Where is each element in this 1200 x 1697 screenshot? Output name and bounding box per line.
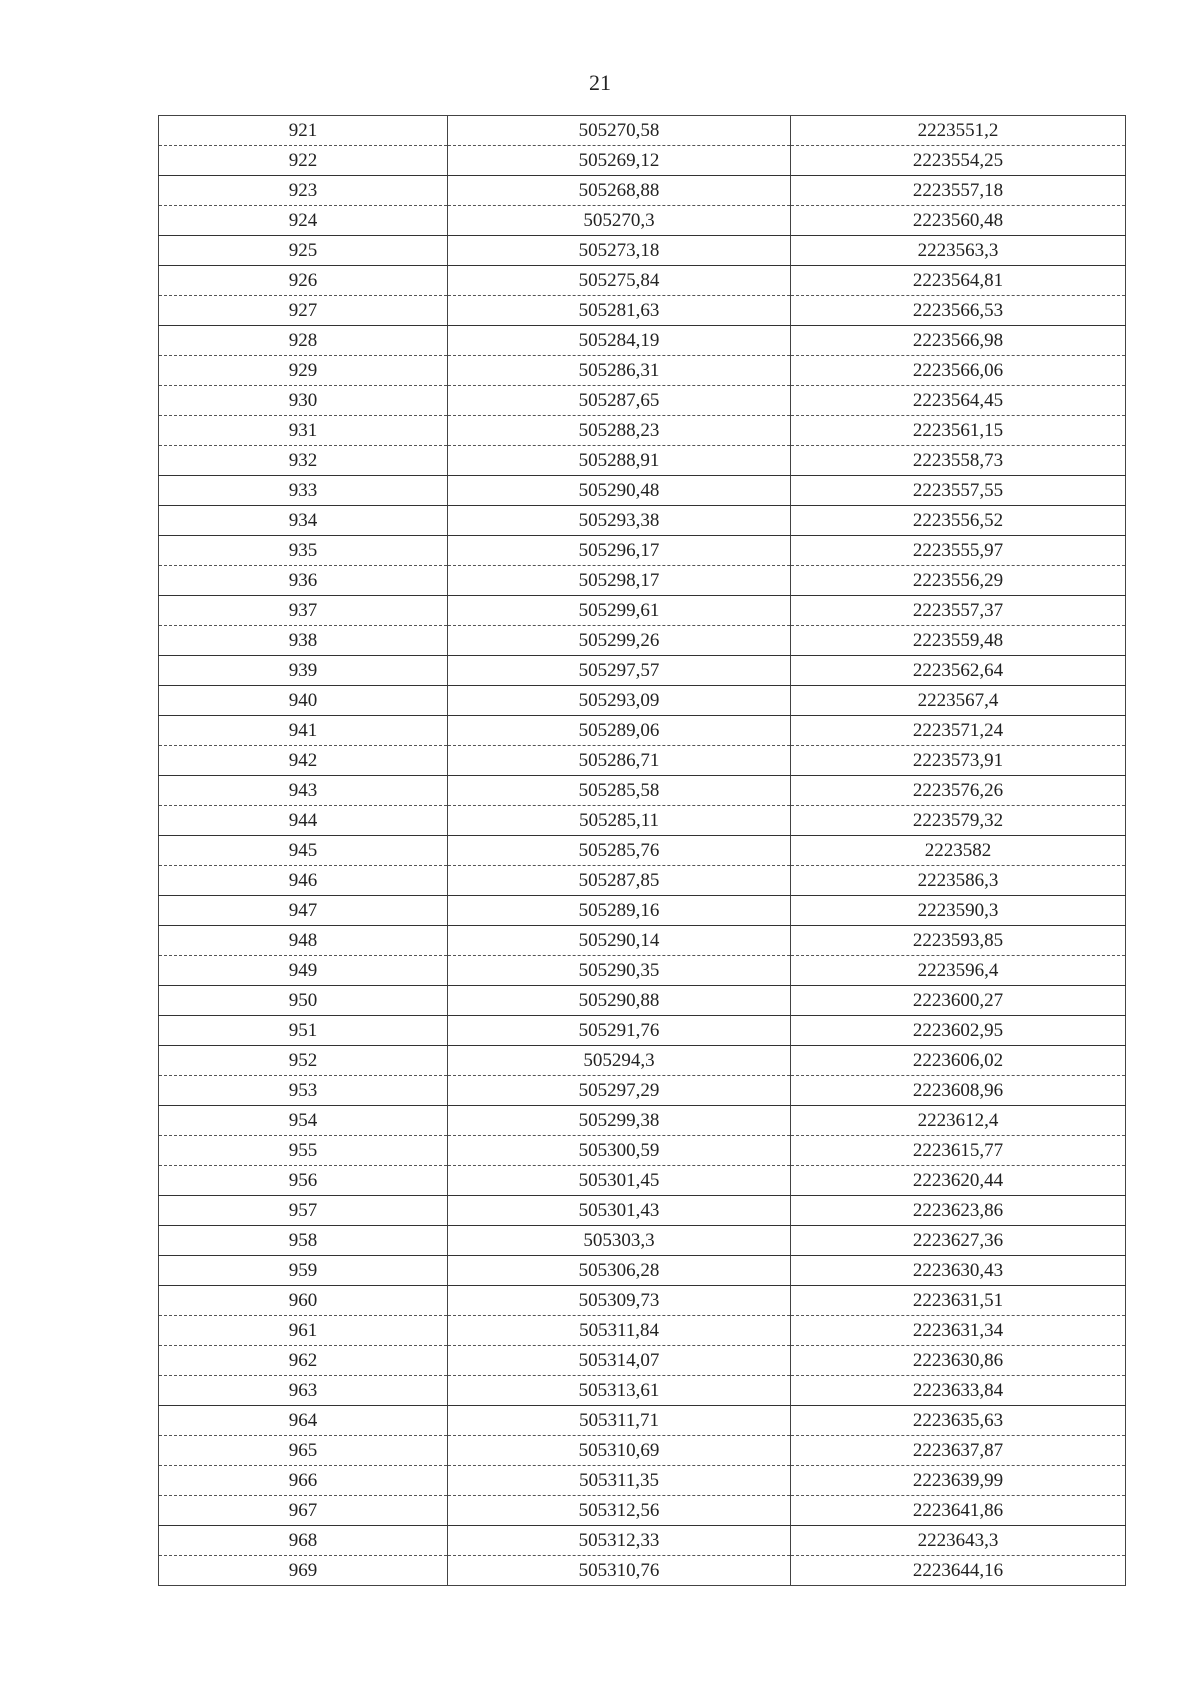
- point-number-cell: 950: [159, 986, 448, 1016]
- y-coordinate-cell: 2223555,97: [791, 536, 1126, 566]
- table-row: [159, 1016, 1126, 1046]
- point-number-cell: 940: [159, 686, 448, 716]
- y-coordinate-cell: 2223612,4: [791, 1106, 1126, 1136]
- point-number-cell: 922: [159, 146, 448, 176]
- x-coordinate-cell: 505289,16: [448, 896, 791, 926]
- x-coordinate-cell: 505299,38: [448, 1106, 791, 1136]
- x-coordinate-cell: 505289,06: [448, 716, 791, 746]
- point-number-cell: 968: [159, 1526, 448, 1556]
- table-row: [159, 1106, 1126, 1136]
- x-coordinate-cell: 505290,35: [448, 956, 791, 986]
- x-coordinate-cell: 505303,3: [448, 1226, 791, 1256]
- point-number-cell: 927: [159, 296, 448, 326]
- y-coordinate-cell: 2223579,32: [791, 806, 1126, 836]
- table-row: [159, 296, 1126, 326]
- table-row: [159, 536, 1126, 566]
- table-row: [159, 1286, 1126, 1316]
- table-row: [159, 566, 1126, 596]
- coordinates-table: [158, 115, 1126, 1586]
- y-coordinate-cell: 2223564,45: [791, 386, 1126, 416]
- y-coordinate-cell: 2223566,06: [791, 356, 1126, 386]
- x-coordinate-cell: 505291,76: [448, 1016, 791, 1046]
- table-row: [159, 326, 1126, 356]
- table-row: [159, 716, 1126, 746]
- point-number-cell: 969: [159, 1556, 448, 1586]
- y-coordinate-cell: 2223608,96: [791, 1076, 1126, 1106]
- y-coordinate-cell: 2223644,16: [791, 1556, 1126, 1586]
- table-row: [159, 776, 1126, 806]
- point-number-cell: 948: [159, 926, 448, 956]
- point-number-cell: 967: [159, 1496, 448, 1526]
- point-number-cell: 942: [159, 746, 448, 776]
- x-coordinate-cell: 505301,45: [448, 1166, 791, 1196]
- y-coordinate-cell: 2223600,27: [791, 986, 1126, 1016]
- point-number-cell: 935: [159, 536, 448, 566]
- table-row: [159, 476, 1126, 506]
- x-coordinate-cell: 505298,17: [448, 566, 791, 596]
- x-coordinate-cell: 505310,76: [448, 1556, 791, 1586]
- table-row: [159, 1526, 1126, 1556]
- table-row: [159, 1466, 1126, 1496]
- x-coordinate-cell: 505269,12: [448, 146, 791, 176]
- table-row: [159, 1076, 1126, 1106]
- point-number-cell: 966: [159, 1466, 448, 1496]
- x-coordinate-cell: 505309,73: [448, 1286, 791, 1316]
- point-number-cell: 931: [159, 416, 448, 446]
- x-coordinate-cell: 505311,35: [448, 1466, 791, 1496]
- x-coordinate-cell: 505306,28: [448, 1256, 791, 1286]
- point-number-cell: 951: [159, 1016, 448, 1046]
- y-coordinate-cell: 2223631,34: [791, 1316, 1126, 1346]
- x-coordinate-cell: 505286,31: [448, 356, 791, 386]
- x-coordinate-cell: 505275,84: [448, 266, 791, 296]
- point-number-cell: 929: [159, 356, 448, 386]
- x-coordinate-cell: 505293,09: [448, 686, 791, 716]
- table-row: [159, 926, 1126, 956]
- x-coordinate-cell: 505281,63: [448, 296, 791, 326]
- table-row: [159, 1136, 1126, 1166]
- x-coordinate-cell: 505312,56: [448, 1496, 791, 1526]
- table-row: [159, 656, 1126, 686]
- x-coordinate-cell: 505297,29: [448, 1076, 791, 1106]
- y-coordinate-cell: 2223567,4: [791, 686, 1126, 716]
- x-coordinate-cell: 505313,61: [448, 1376, 791, 1406]
- point-number-cell: 941: [159, 716, 448, 746]
- y-coordinate-cell: 2223606,02: [791, 1046, 1126, 1076]
- table-row: [159, 506, 1126, 536]
- y-coordinate-cell: 2223620,44: [791, 1166, 1126, 1196]
- point-number-cell: 925: [159, 236, 448, 266]
- table-row: [159, 146, 1126, 176]
- y-coordinate-cell: 2223615,77: [791, 1136, 1126, 1166]
- x-coordinate-cell: 505288,23: [448, 416, 791, 446]
- x-coordinate-cell: 505299,61: [448, 596, 791, 626]
- y-coordinate-cell: 2223559,48: [791, 626, 1126, 656]
- x-coordinate-cell: 505284,19: [448, 326, 791, 356]
- y-coordinate-cell: 2223560,48: [791, 206, 1126, 236]
- x-coordinate-cell: 505311,84: [448, 1316, 791, 1346]
- table-row: [159, 206, 1126, 236]
- y-coordinate-cell: 2223627,36: [791, 1226, 1126, 1256]
- y-coordinate-cell: 2223623,86: [791, 1196, 1126, 1226]
- y-coordinate-cell: 2223586,3: [791, 866, 1126, 896]
- x-coordinate-cell: 505286,71: [448, 746, 791, 776]
- y-coordinate-cell: 2223566,98: [791, 326, 1126, 356]
- point-number-cell: 932: [159, 446, 448, 476]
- table-row: [159, 1256, 1126, 1286]
- x-coordinate-cell: 505299,26: [448, 626, 791, 656]
- table-row: [159, 596, 1126, 626]
- y-coordinate-cell: 2223557,37: [791, 596, 1126, 626]
- x-coordinate-cell: 505268,88: [448, 176, 791, 206]
- table-row: [159, 446, 1126, 476]
- table-row: [159, 1436, 1126, 1466]
- x-coordinate-cell: 505290,14: [448, 926, 791, 956]
- point-number-cell: 937: [159, 596, 448, 626]
- y-coordinate-cell: 2223554,25: [791, 146, 1126, 176]
- y-coordinate-cell: 2223637,87: [791, 1436, 1126, 1466]
- table-row: [159, 1196, 1126, 1226]
- y-coordinate-cell: 2223630,43: [791, 1256, 1126, 1286]
- table-row: [159, 1046, 1126, 1076]
- point-number-cell: 957: [159, 1196, 448, 1226]
- point-number-cell: 933: [159, 476, 448, 506]
- y-coordinate-cell: 2223566,53: [791, 296, 1126, 326]
- point-number-cell: 938: [159, 626, 448, 656]
- y-coordinate-cell: 2223557,55: [791, 476, 1126, 506]
- y-coordinate-cell: 2223639,99: [791, 1466, 1126, 1496]
- table-row: [159, 686, 1126, 716]
- y-coordinate-cell: 2223593,85: [791, 926, 1126, 956]
- table-row: [159, 1226, 1126, 1256]
- point-number-cell: 964: [159, 1406, 448, 1436]
- y-coordinate-cell: 2223573,91: [791, 746, 1126, 776]
- y-coordinate-cell: 2223596,4: [791, 956, 1126, 986]
- point-number-cell: 960: [159, 1286, 448, 1316]
- coordinates-table-body: [159, 116, 1126, 1586]
- point-number-cell: 965: [159, 1436, 448, 1466]
- y-coordinate-cell: 2223630,86: [791, 1346, 1126, 1376]
- y-coordinate-cell: 2223558,73: [791, 446, 1126, 476]
- point-number-cell: 963: [159, 1376, 448, 1406]
- point-number-cell: 956: [159, 1166, 448, 1196]
- point-number-cell: 949: [159, 956, 448, 986]
- y-coordinate-cell: 2223561,15: [791, 416, 1126, 446]
- y-coordinate-cell: 2223551,2: [791, 116, 1126, 146]
- point-number-cell: 962: [159, 1346, 448, 1376]
- table-row: [159, 1406, 1126, 1436]
- table-row: [159, 1376, 1126, 1406]
- y-coordinate-cell: 2223631,51: [791, 1286, 1126, 1316]
- point-number-cell: 930: [159, 386, 448, 416]
- point-number-cell: 959: [159, 1256, 448, 1286]
- point-number-cell: 936: [159, 566, 448, 596]
- table-row: [159, 386, 1126, 416]
- x-coordinate-cell: 505290,48: [448, 476, 791, 506]
- point-number-cell: 939: [159, 656, 448, 686]
- y-coordinate-cell: 2223556,29: [791, 566, 1126, 596]
- table-row: [159, 1496, 1126, 1526]
- x-coordinate-cell: 505287,65: [448, 386, 791, 416]
- table-row: [159, 746, 1126, 776]
- y-coordinate-cell: 2223643,3: [791, 1526, 1126, 1556]
- point-number-cell: 924: [159, 206, 448, 236]
- point-number-cell: 923: [159, 176, 448, 206]
- table-row: [159, 416, 1126, 446]
- table-row: [159, 836, 1126, 866]
- y-coordinate-cell: 2223641,86: [791, 1496, 1126, 1526]
- x-coordinate-cell: 505312,33: [448, 1526, 791, 1556]
- table-row: [159, 356, 1126, 386]
- page-number: 21: [589, 70, 611, 95]
- x-coordinate-cell: 505301,43: [448, 1196, 791, 1226]
- table-row: [159, 176, 1126, 206]
- point-number-cell: 928: [159, 326, 448, 356]
- table-row: [159, 236, 1126, 266]
- point-number-cell: 945: [159, 836, 448, 866]
- y-coordinate-cell: 2223590,3: [791, 896, 1126, 926]
- y-coordinate-cell: 2223563,3: [791, 236, 1126, 266]
- table-row: [159, 986, 1126, 1016]
- y-coordinate-cell: 2223557,18: [791, 176, 1126, 206]
- table-row: [159, 1316, 1126, 1346]
- x-coordinate-cell: 505294,3: [448, 1046, 791, 1076]
- table-row: [159, 1346, 1126, 1376]
- x-coordinate-cell: 505311,71: [448, 1406, 791, 1436]
- point-number-cell: 947: [159, 896, 448, 926]
- table-row: [159, 1166, 1126, 1196]
- table-row: [159, 1556, 1126, 1586]
- x-coordinate-cell: 505285,76: [448, 836, 791, 866]
- point-number-cell: 961: [159, 1316, 448, 1346]
- x-coordinate-cell: 505296,17: [448, 536, 791, 566]
- x-coordinate-cell: 505314,07: [448, 1346, 791, 1376]
- x-coordinate-cell: 505288,91: [448, 446, 791, 476]
- y-coordinate-cell: 2223635,63: [791, 1406, 1126, 1436]
- x-coordinate-cell: 505293,38: [448, 506, 791, 536]
- table-row: [159, 266, 1126, 296]
- x-coordinate-cell: 505290,88: [448, 986, 791, 1016]
- table-row: [159, 806, 1126, 836]
- table-row: [159, 896, 1126, 926]
- point-number-cell: 946: [159, 866, 448, 896]
- y-coordinate-cell: 2223633,84: [791, 1376, 1126, 1406]
- y-coordinate-cell: 2223571,24: [791, 716, 1126, 746]
- y-coordinate-cell: 2223582: [791, 836, 1126, 866]
- table-row: [159, 626, 1126, 656]
- y-coordinate-cell: 2223564,81: [791, 266, 1126, 296]
- table-row: [159, 956, 1126, 986]
- point-number-cell: 952: [159, 1046, 448, 1076]
- x-coordinate-cell: 505270,58: [448, 116, 791, 146]
- y-coordinate-cell: 2223576,26: [791, 776, 1126, 806]
- x-coordinate-cell: 505310,69: [448, 1436, 791, 1466]
- x-coordinate-cell: 505285,11: [448, 806, 791, 836]
- table-row: [159, 116, 1126, 146]
- point-number-cell: 934: [159, 506, 448, 536]
- point-number-cell: 954: [159, 1106, 448, 1136]
- point-number-cell: 955: [159, 1136, 448, 1166]
- point-number-cell: 953: [159, 1076, 448, 1106]
- y-coordinate-cell: 2223602,95: [791, 1016, 1126, 1046]
- x-coordinate-cell: 505285,58: [448, 776, 791, 806]
- point-number-cell: 943: [159, 776, 448, 806]
- x-coordinate-cell: 505300,59: [448, 1136, 791, 1166]
- point-number-cell: 926: [159, 266, 448, 296]
- point-number-cell: 944: [159, 806, 448, 836]
- y-coordinate-cell: 2223562,64: [791, 656, 1126, 686]
- x-coordinate-cell: 505270,3: [448, 206, 791, 236]
- table-row: [159, 866, 1126, 896]
- x-coordinate-cell: 505287,85: [448, 866, 791, 896]
- x-coordinate-cell: 505297,57: [448, 656, 791, 686]
- y-coordinate-cell: 2223556,52: [791, 506, 1126, 536]
- point-number-cell: 958: [159, 1226, 448, 1256]
- x-coordinate-cell: 505273,18: [448, 236, 791, 266]
- point-number-cell: 921: [159, 116, 448, 146]
